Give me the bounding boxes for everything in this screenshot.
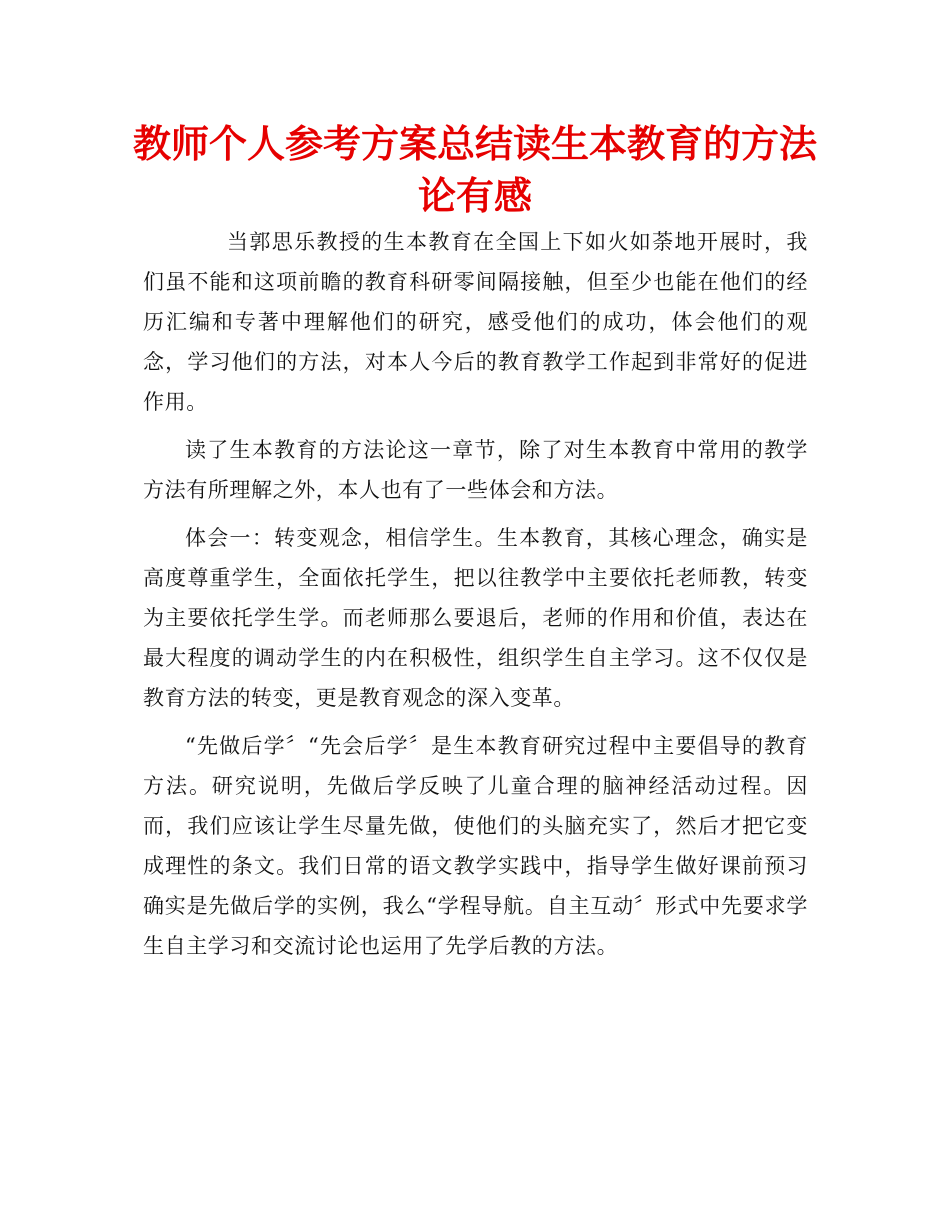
document-body: [143, 222, 808, 974]
paragraph-2: 读了生本教育的方法论这一章节，除了对生本教育中常用的教学方法有所理解之外，本人也有了一些体会和方法。: [143, 438, 808, 502]
document-title: 教师个人参考方案总结读生本教育的方法论有感: [132, 122, 817, 218]
paragraph-3: 体会一：转变观念，相信学生。生本教育，其核心理念，确实是高度尊重学生，全面依托学生，把以往教学中主要依托老师教，转变为主要依托学生学。而老师那么要退后，老师的作用和价值，表达在最大程度的调动学生的内在积极性，组织学生自主学习。这不仅仅是教育方法的转变，更是教育观念的深入变革。: [143, 526, 808, 710]
paragraph-1: 当郭思乐教授的生本教育在全国上下如火如荼地开展时，我们虽不能和这项前瞻的教育科研零间隔接触，但至少也能在他们的经历汇编和专著中理解他们的研究，感受他们的成功，体会他们的观念，学习他们的方法，对本人今后的教育教学工作起到非常好的促进作用。: [143, 230, 808, 414]
paragraph-4: “先做后学〞“先会后学〞是生本教育研究过程中主要倡导的教育方法。研究说明，先做后学反映了儿童合理的脑神经活动过程。因而，我们应该让学生尽量先做，使他们的头脑充实了，然后才把它变成理性的条文。我们日常的语文教学实践中，指导学生做好课前预习确实是先做后学的实例，我么“学程导航。自主互动〞形式中先要求学生自主学习和交流讨论也运用了先学后教的方法。: [143, 734, 808, 958]
